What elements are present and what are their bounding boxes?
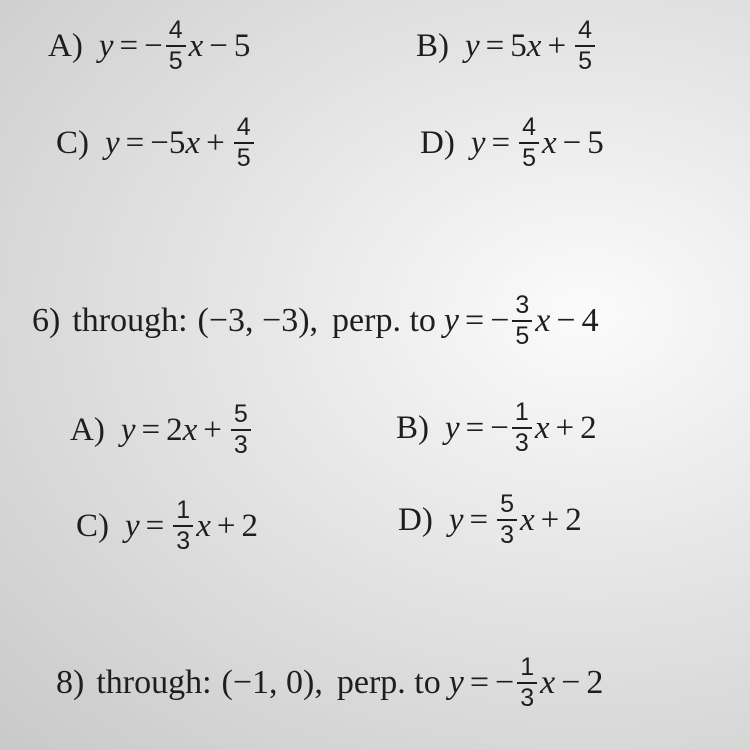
operator: + xyxy=(547,27,567,64)
choice-label: D) xyxy=(420,124,455,161)
problem5-choice-c xyxy=(56,115,257,171)
denominator: 5 xyxy=(236,144,251,172)
x-variable: x xyxy=(540,664,556,701)
fraction xyxy=(575,18,595,74)
choice-label: B) xyxy=(396,409,429,446)
numerator: 4 xyxy=(519,115,539,144)
denominator: 3 xyxy=(233,431,248,459)
equals-sign: = xyxy=(465,302,485,339)
numerator: 4 xyxy=(234,115,254,144)
x-variable: x xyxy=(196,507,211,544)
fraction xyxy=(497,492,517,548)
point: (−3, −3), xyxy=(197,302,319,339)
numerator: 1 xyxy=(173,498,193,527)
perp-text: perp. to xyxy=(332,302,436,339)
operator: − xyxy=(209,27,228,64)
operator: + xyxy=(203,411,222,448)
operator: + xyxy=(555,409,575,446)
problem6-stem xyxy=(32,293,599,349)
point: (−1, 0), xyxy=(221,664,323,701)
constant: 2 xyxy=(586,664,604,701)
choice-label: C) xyxy=(76,507,109,544)
denominator: 5 xyxy=(522,144,537,172)
coefficient: 5 xyxy=(510,27,527,64)
operator: + xyxy=(216,507,236,544)
fraction xyxy=(519,115,539,171)
y-variable: y xyxy=(98,27,114,64)
equals-sign: = xyxy=(119,27,139,64)
operator: − xyxy=(561,664,581,701)
denominator: 5 xyxy=(168,47,183,75)
x-variable: x xyxy=(542,124,557,161)
y-variable: y xyxy=(448,664,464,701)
constant: 4 xyxy=(581,302,599,339)
sign: − xyxy=(495,664,515,701)
x-variable: x xyxy=(185,124,201,161)
numerator: 1 xyxy=(517,655,537,684)
problem8-stem xyxy=(56,655,603,711)
numerator: 5 xyxy=(231,402,251,431)
problem-number: 8) xyxy=(56,664,85,701)
denominator: 3 xyxy=(176,527,191,555)
y-variable: y xyxy=(105,124,120,161)
constant: 5 xyxy=(587,124,604,161)
sign: − xyxy=(144,27,163,64)
x-variable: x xyxy=(534,409,550,446)
fraction xyxy=(512,400,532,456)
operator: − xyxy=(556,302,576,339)
operator: − xyxy=(562,124,582,161)
operator: + xyxy=(540,501,560,538)
choice-label: B) xyxy=(416,27,449,64)
problem6-choice-b xyxy=(396,400,597,456)
fraction xyxy=(512,293,532,349)
constant: 5 xyxy=(233,27,251,64)
equals-sign: = xyxy=(145,507,165,544)
fraction xyxy=(166,18,186,74)
sign: − xyxy=(150,124,169,161)
coefficient: 2 xyxy=(166,411,183,448)
x-variable: x xyxy=(520,501,535,538)
fraction xyxy=(231,402,251,458)
y-variable: y xyxy=(445,409,460,446)
x-variable: x xyxy=(182,411,198,448)
problem6-choice-c xyxy=(76,498,258,554)
choice-label: D) xyxy=(398,501,433,538)
fraction xyxy=(517,655,537,711)
sign: − xyxy=(490,409,509,446)
denominator: 5 xyxy=(515,322,530,350)
numerator: 5 xyxy=(497,492,517,521)
equals-sign: = xyxy=(491,124,511,161)
numerator: 3 xyxy=(512,293,532,322)
equals-sign: = xyxy=(485,27,505,64)
constant: 2 xyxy=(580,409,597,446)
denominator: 3 xyxy=(500,521,515,549)
constant: 2 xyxy=(241,507,258,544)
problem6-choice-a xyxy=(70,402,254,458)
problem5-choice-a xyxy=(48,18,250,74)
through-text: through: xyxy=(96,664,212,701)
y-variable: y xyxy=(448,501,464,538)
problem6-choice-d xyxy=(398,492,582,548)
x-variable: x xyxy=(526,27,542,64)
equals-sign: = xyxy=(465,409,485,446)
fraction xyxy=(234,115,254,171)
denominator: 3 xyxy=(520,684,535,712)
y-variable: y xyxy=(465,27,480,64)
equals-sign: = xyxy=(469,501,489,538)
y-variable: y xyxy=(120,411,136,448)
equals-sign: = xyxy=(469,664,490,701)
y-variable: y xyxy=(125,507,140,544)
perp-text: perp. to xyxy=(336,664,441,701)
y-variable: y xyxy=(443,302,459,339)
fraction xyxy=(173,498,193,554)
numerator: 1 xyxy=(512,400,532,429)
through-text: through: xyxy=(72,302,188,339)
sign: − xyxy=(490,302,510,339)
choice-label: C) xyxy=(56,124,89,161)
choice-label: A) xyxy=(70,411,105,448)
equals-sign: = xyxy=(141,411,161,448)
problem5-choice-b xyxy=(416,18,598,74)
equals-sign: = xyxy=(125,124,145,161)
denominator: 3 xyxy=(514,429,529,457)
problem-number: 6) xyxy=(32,302,61,339)
x-variable: x xyxy=(188,27,204,64)
x-variable: x xyxy=(535,302,551,339)
constant: 2 xyxy=(565,501,582,538)
y-variable: y xyxy=(470,124,486,161)
numerator: 4 xyxy=(575,18,595,47)
choice-label: A) xyxy=(48,27,83,64)
operator: + xyxy=(206,124,225,161)
coefficient: 5 xyxy=(168,124,186,161)
denominator: 5 xyxy=(578,47,592,75)
problem5-choice-d xyxy=(420,115,604,171)
numerator: 4 xyxy=(166,18,186,47)
